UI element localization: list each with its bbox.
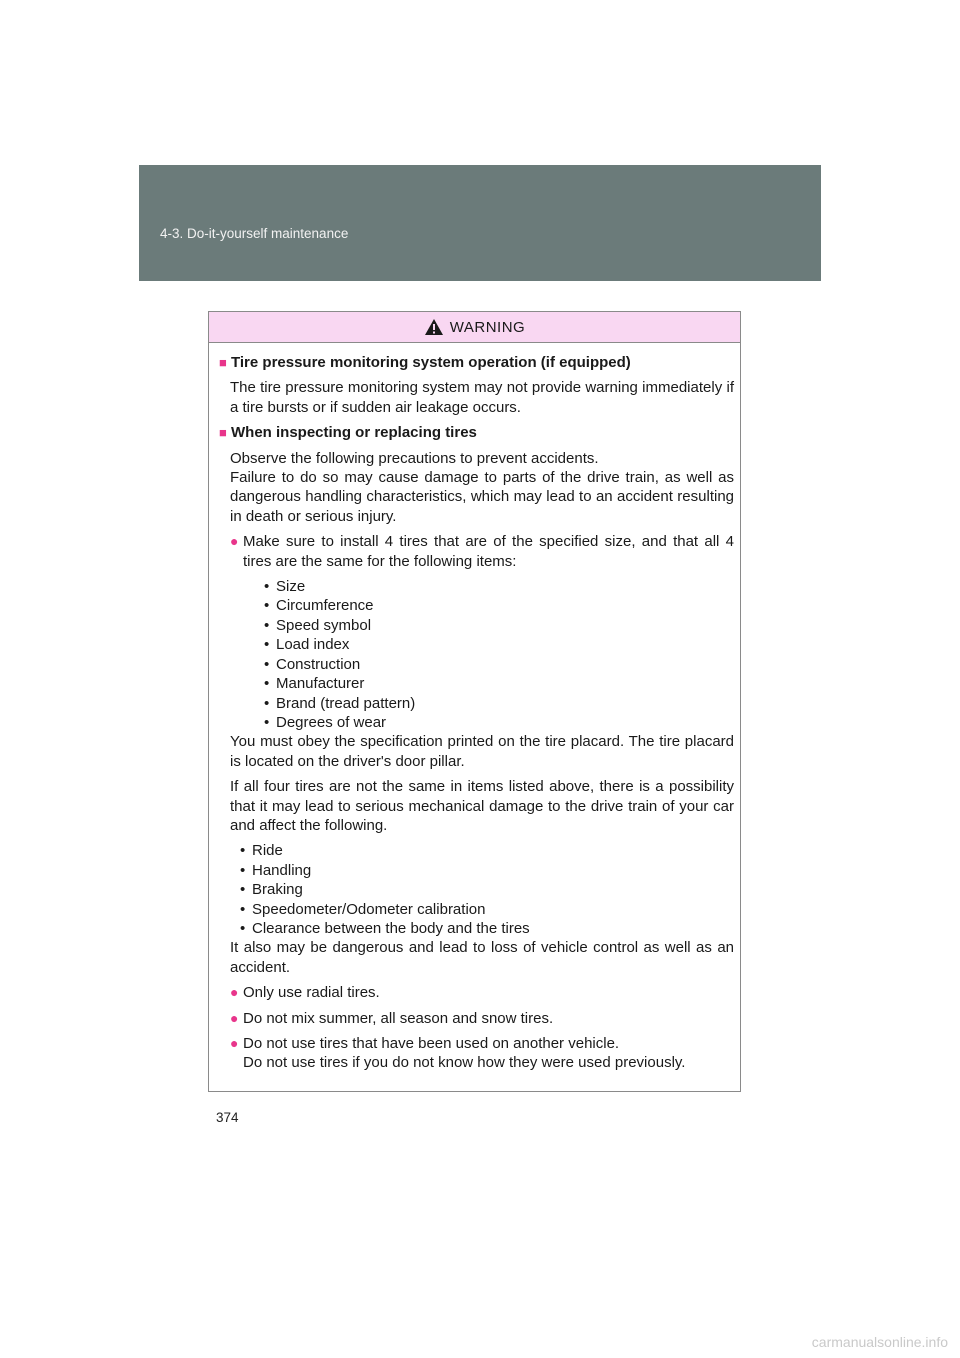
circle-bullet-icon: ● bbox=[230, 984, 239, 1001]
list-item: • Degrees of wear bbox=[264, 713, 734, 732]
circle-bullet-item bbox=[230, 1034, 734, 1073]
circle-bullet-item bbox=[230, 532, 734, 732]
warning-title: WARNING bbox=[449, 318, 526, 336]
list-item: • Load index bbox=[264, 635, 734, 654]
list-item: • Manufacturer bbox=[264, 674, 734, 693]
section-heading: ■ When inspecting or replacing tires bbox=[219, 424, 477, 442]
square-bullet-icon: ■ bbox=[219, 425, 227, 441]
circle-bullet-item bbox=[230, 1009, 734, 1028]
square-bullet-icon: ■ bbox=[219, 355, 227, 370]
page-number: 374 bbox=[216, 1110, 239, 1125]
list-item: • Size bbox=[264, 577, 734, 596]
list-item: • Ride bbox=[240, 841, 734, 860]
list-item: • Clearance between the body and the tires bbox=[240, 919, 734, 938]
list-item: • Handling bbox=[240, 861, 734, 880]
bullet-text: Do not use tires if you do not know how they were used previously. bbox=[243, 1054, 686, 1072]
list-item: • Brand (tread pattern) bbox=[264, 694, 734, 713]
circle-bullet-icon: ● bbox=[230, 1035, 239, 1051]
warning-triangle-icon bbox=[424, 318, 444, 336]
circle-bullet-icon: ● bbox=[230, 1009, 239, 1026]
list-item: • Speedometer/Odometer calibration bbox=[240, 900, 734, 919]
paragraph: Failure to do so may cause damage to parts of the drive train, as well as dangerous handling characteristics, which may lead to an accident resulting in death or serious injury. bbox=[230, 469, 734, 525]
list-item: • Speed symbol bbox=[264, 616, 734, 635]
list-item: • Braking bbox=[240, 880, 734, 899]
warning-content bbox=[209, 343, 740, 1073]
bullet-text: Make sure to install 4 tires that are of the specified size, and that all 4 tires are the same for the following items: bbox=[243, 533, 734, 570]
bullet-text: Do not use tires that have been used on another vehicle. bbox=[243, 1035, 620, 1052]
list-item: • Construction bbox=[264, 655, 734, 674]
warning-box bbox=[208, 311, 741, 1092]
bullet-text: Do not mix summer, all season and snow tires. bbox=[243, 1009, 554, 1027]
circle-bullet-item bbox=[230, 983, 734, 1002]
paragraph: If all four tires are not the same in items listed above, there is a possibility that it may lead to serious mechanical damage to the drive train of your car and affect the following. bbox=[230, 778, 734, 834]
list-item: • Circumference bbox=[264, 596, 734, 615]
warning-header bbox=[209, 312, 740, 343]
effects-list bbox=[219, 841, 734, 938]
section-header-bar bbox=[139, 165, 821, 281]
section-heading: ■ Tire pressure monitoring system operation (if equipped) bbox=[219, 354, 631, 371]
paragraph: Observe the following precautions to prevent accidents. bbox=[230, 449, 599, 467]
spec-list bbox=[243, 577, 734, 732]
paragraph: It also may be dangerous and lead to loss of vehicle control as well as an accident. bbox=[230, 939, 734, 976]
footer-watermark[interactable]: carmanualsonline.info bbox=[811, 1334, 948, 1350]
circle-bullet-icon: ● bbox=[230, 533, 239, 550]
section-title: 4-3. Do-it-yourself maintenance bbox=[160, 226, 349, 241]
paragraph: You must obey the specification printed on the tire placard. The tire placard is located on the driver's door pillar. bbox=[230, 733, 734, 770]
paragraph: The tire pressure monitoring system may not provide warning immediately if a tire bursts or if sudden air leakage occurs. bbox=[230, 379, 734, 416]
bullet-text: Only use radial tires. bbox=[243, 984, 380, 1002]
